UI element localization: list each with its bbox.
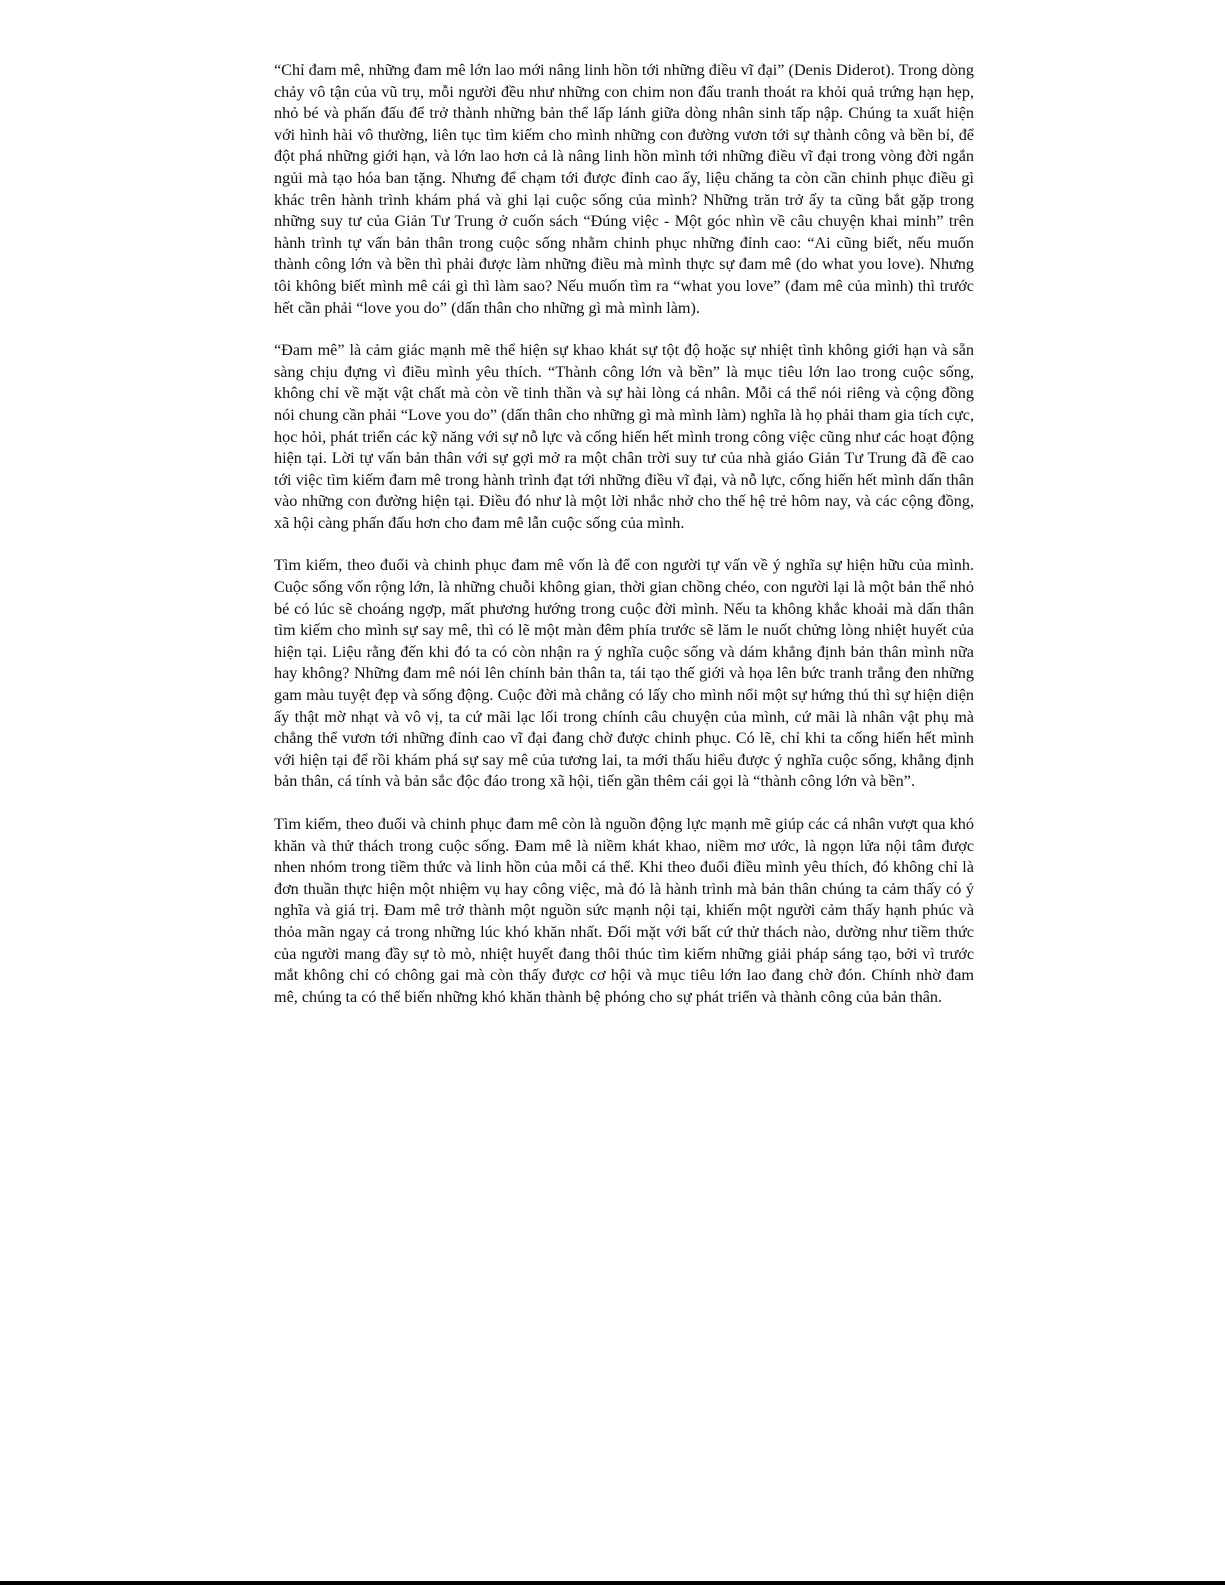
paragraph-4: Tìm kiếm, theo đuổi và chinh phục đam mê còn là nguồn động lực mạnh mẽ giúp các cá nhân vượt qua khó khăn và thử thách trong cuộc sống. Đam mê là niềm khát khao, niềm mơ ước, là ngọn lửa nội tâm được nhen nhóm trong tiềm thức và linh hồn của mỗi cá thể. Khi theo đuổi điều mình yêu thích, đó không chỉ là đơn thuần thực hiện một nhiệm vụ hay công việc, mà đó là hành trình mà bản thân chúng ta cảm thấy có ý nghĩa và giá trị. Đam mê trở thành một nguồn sức mạnh nội tại, khiến một người cảm thấy hạnh phúc và thỏa mãn ngay cả trong những lúc khó khăn nhất. Đối mặt với bất cứ thử thách nào, dường như tiềm thức của người mang đầy sự tò mò, nhiệt huyết đang thôi thúc tìm kiếm những giải pháp sáng tạo, bởi vì trước mắt không chỉ có chông gai mà còn thấy được cơ hội và mục tiêu lớn lao đang chờ đón. Chính nhờ đam mê, chúng ta có thể biến những khó khăn thành bệ phóng cho sự phát triển và thành công của bản thân. bbox=[274, 815, 974, 1006]
document-page bbox=[274, 60, 974, 1008]
page-bottom-border bbox=[0, 1581, 1225, 1585]
paragraph-3: Tìm kiếm, theo đuổi và chinh phục đam mê vốn là để con người tự vấn về ý nghĩa sự hiện hữu của mình. Cuộc sống vốn rộng lớn, là những chuỗi không gian, thời gian chồng chéo, con người lại là một bản thể nhỏ bé có lúc sẽ choáng ngợp, mất phương hướng trong cuộc đời mình. Nếu ta không khắc khoải mà dấn thân tìm kiếm cho mình sự say mê, thì có lẽ một màn đêm phía trước sẽ lăm le nuốt chửng lòng nhiệt huyết của hiện tại. Liệu rằng đến khi đó ta có còn nhận ra ý nghĩa cuộc sống và dám khẳng định bản thân mình nữa hay không? Những đam mê nói lên chính bản thân ta, tái tạo thế giới và họa lên bức tranh trắng đen những gam màu tuyệt đẹp và sống động. Cuộc đời mà chẳng có lấy cho mình nổi một sự hứng thú thì sự hiện diện ấy thật mờ nhạt và vô vị, ta cứ mãi lạc lối trong chính câu chuyện của mình, cứ mãi là nhân vật phụ mà chẳng thể vươn tới những đỉnh cao vĩ đại đang chờ được chinh phục. Có lẽ, chỉ khi ta cống hiến hết mình với hiện tại để rồi khám phá sự say mê của tương lai, ta mới thấu hiểu được ý nghĩa cuộc sống, khẳng định bản thân, cá tính và bản sắc độc đáo trong xã hội, tiến gần thêm cái gọi là “thành công lớn và bền”. bbox=[274, 556, 974, 791]
paragraph-1: “Chỉ đam mê, những đam mê lớn lao mới nâng linh hồn tới những điều vĩ đại” (Denis Diderot). Trong dòng chảy vô tận của vũ trụ, mỗi người đều như những con chim non đấu tranh thoát ra khỏi quả trứng hạn hẹp, nhỏ bé và phấn đấu để trở thành những bản thể lấp lánh giữa dòng nhân sinh tấp nập. Chúng ta xuất hiện với hình hài vô thường, liên tục tìm kiếm cho mình những con đường vươn tới sự thành công và bền bỉ, để đột phá những giới hạn, và lớn lao hơn cả là nâng linh hồn mình tới những điều vĩ đại trong vòng đời ngắn ngủi mà tạo hóa ban tặng. Nhưng để chạm tới được đỉnh cao ấy, liệu chăng ta còn cần chinh phục điều gì khác trên hành trình khám phá và ghi lại cuộc sống của mình? Những trăn trở ấy ta cũng bắt gặp trong những suy tư của Giản Tư Trung ở cuốn sách “Đúng việc - Một góc nhìn về câu chuyện khai minh” trên hành trình tự vấn bản thân trong cuộc sống nhằm chinh phục những đỉnh cao: “Ai cũng biết, nếu muốn thành công lớn và bền thì phải được làm những điều mà mình thực sự đam mê (do what you love). Nhưng tôi không biết mình mê cái gì thì làm sao? Nếu muốn tìm ra “what you love” (đam mê của mình) thì trước hết cần phải “love you do” (dấn thân cho những gì mà mình làm). bbox=[274, 61, 974, 317]
paragraph-2: “Đam mê” là cảm giác mạnh mẽ thể hiện sự khao khát sự tột độ hoặc sự nhiệt tình không giới hạn và sẵn sàng chịu đựng vì điều mình yêu thích. “Thành công lớn và bền” là mục tiêu lớn lao trong cuộc sống, không chỉ về mặt vật chất mà còn về tinh thần và sự hài lòng cá nhân. Mỗi cá thể nói riêng và cộng đồng nói chung cần phải “Love you do” (dấn thân cho những gì mà mình làm) nghĩa là họ phải tham gia tích cực, học hỏi, phát triển các kỹ năng với sự nỗ lực và cống hiến hết mình trong công việc cũng như các hoạt động hiện tại. Lời tự vấn bản thân với sự gợi mở ra một chân trời suy tư của nhà giáo Giản Tư Trung đã đề cao tới việc tìm kiếm đam mê trong hành trình đạt tới những điều vĩ đại, và nỗ lực, cống hiến hết mình dấn thân vào những con đường hiện tại. Điều đó như là một lời nhắc nhở cho thế hệ trẻ hôm nay, và các cộng đồng, xã hội càng phấn đấu hơn cho đam mê lẫn cuộc sống của mình. bbox=[274, 341, 974, 532]
